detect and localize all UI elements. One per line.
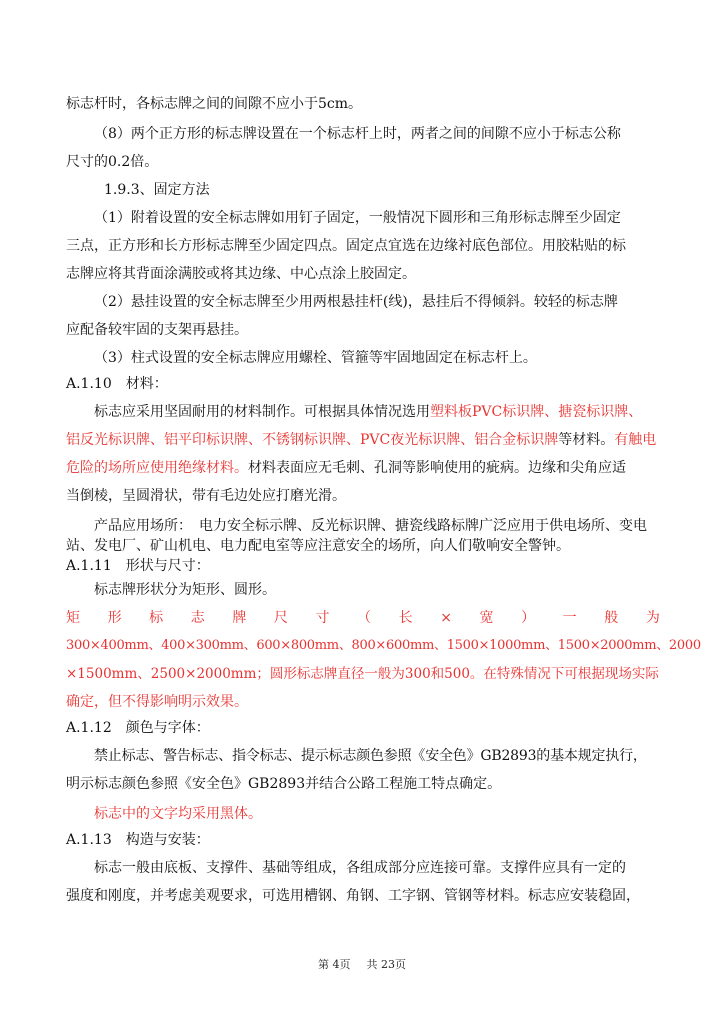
text-line [66, 458, 660, 478]
text-line: 标志牌形状分为矩形、圆形。 [94, 582, 276, 598]
text-line: 产品应用场所： 电力安全标示牌、反光标识牌、搪瓷线路标牌广泛应用于供电场所、变电 [94, 518, 647, 534]
word: 长 [398, 610, 413, 626]
text-line: （2）悬挂设置的安全标志牌至少用两根悬挂杆(线)，悬挂后不得倾斜。较轻的标志牌 [94, 294, 618, 310]
word: 矩 [66, 610, 80, 626]
word: 尺 [273, 610, 288, 626]
text-line: ×1500mm、2500×2000mm；圆形标志牌直径一般为300和500。在特殊情况下可根据现场实际 [66, 666, 659, 682]
page-number: 第 4页 [318, 958, 351, 971]
word: 一 [562, 610, 577, 626]
text-line: 应配备较牢固的支架再悬挂。 [66, 322, 248, 338]
text-line: 标志一般由底板、支撑件、基础等组成，各组成部分应连接可靠。支撑件应具有一定的 [94, 860, 626, 876]
word: 般 [604, 610, 619, 626]
highlighted-text: 危险的场所应使用绝缘材料。 [66, 460, 248, 476]
text-line: 明示标志颜色参照《安全色》GB2893并结合公路工程施工特点确定。 [66, 776, 502, 792]
word: 宽 [479, 610, 494, 626]
text-run: 标志应采用坚固耐用的材料制作。可根据具体情况选用 [94, 404, 430, 420]
text-line: 强度和刚度，并考虑美观要求，可选用槽钢、角钢、工字钢、管钢等材料。标志应安装稳固， [66, 888, 640, 904]
word: 寸 [315, 610, 330, 626]
text-line: 标志杆时，各标志牌之间的间隙不应小于5cm。 [66, 96, 363, 112]
word: （ [357, 610, 372, 626]
highlighted-text: 铝反光标识牌、铝平印标识牌、不锈钢标识牌、PVC夜光标识牌、铝合金标识牌 [66, 432, 559, 448]
section-heading: 1.9.3、固定方法 [104, 182, 210, 198]
word: ） [521, 610, 536, 626]
text-line: 志牌应将其背面涂满胶或将其边缘、中心点涂上胶固定。 [66, 266, 416, 282]
word: 标 [149, 610, 164, 626]
text-line: 站、发电厂、矿山机电、电力配电室等应注意安全的场所，向人们敬响安全警钟。 [66, 538, 570, 554]
word: 形 [107, 610, 122, 626]
word: 牌 [232, 610, 247, 626]
section-heading: A.1.12 颜色与字体： [66, 720, 210, 736]
text-run: 等材料。 [558, 432, 615, 448]
text-line: 当倒棱，呈圆滑状，带有毛边处应打磨光滑。 [66, 488, 346, 504]
page-total: 共 23页 [366, 958, 406, 971]
text-line [94, 402, 688, 422]
page-footer [0, 956, 724, 972]
highlighted-text: 有触电 [614, 432, 657, 448]
text-line: （3）柱式设置的安全标志牌应用螺栓、管箍等牢固地固定在标志杆上。 [94, 350, 537, 366]
text-line: 尺寸的0.2倍。 [66, 154, 159, 170]
word: 为 [645, 610, 660, 626]
text-line: 确定，但不得影响明示效果。 [66, 694, 248, 710]
highlighted-text: 塑料板PVC标识牌、搪瓷标识牌、 [430, 404, 643, 420]
text-line: （1）附着设置的安全标志牌如用钉子固定，一般情况下圆形和三角形标志牌至少固定 [94, 210, 621, 226]
section-heading: A.1.10 材料： [66, 376, 168, 392]
text-line: 禁止标志、警告标志、指令标志、提示标志颜色参照《安全色》GB2893的基本规定执行， [94, 748, 647, 764]
justified-line [66, 608, 660, 628]
section-heading: A.1.11 形状与尺寸： [66, 558, 210, 574]
word: 志 [190, 610, 205, 626]
text-line: （8）两个正方形的标志牌设置在一个标志杆上时，两者之间的间隙不应小于标志公称 [94, 126, 621, 142]
text-line [66, 430, 660, 450]
section-heading: A.1.13 构造与安装： [66, 832, 210, 848]
text-run: 材料表面应无毛刺、孔洞等影响使用的疵病。边缘和尖角应适 [248, 460, 626, 476]
highlighted-text: 标志中的文字均采用黑体。 [94, 806, 262, 822]
word: × [440, 610, 452, 626]
text-line: 三点，正方形和长方形标志牌至少固定四点。固定点宜选在边缘衬底色部位。用胶粘贴的标 [66, 238, 626, 254]
text-line: 300×400mm、400×300mm、600×800mm、800×600mm、1500×1000mm、1500×2000mm、2000 [66, 638, 701, 653]
